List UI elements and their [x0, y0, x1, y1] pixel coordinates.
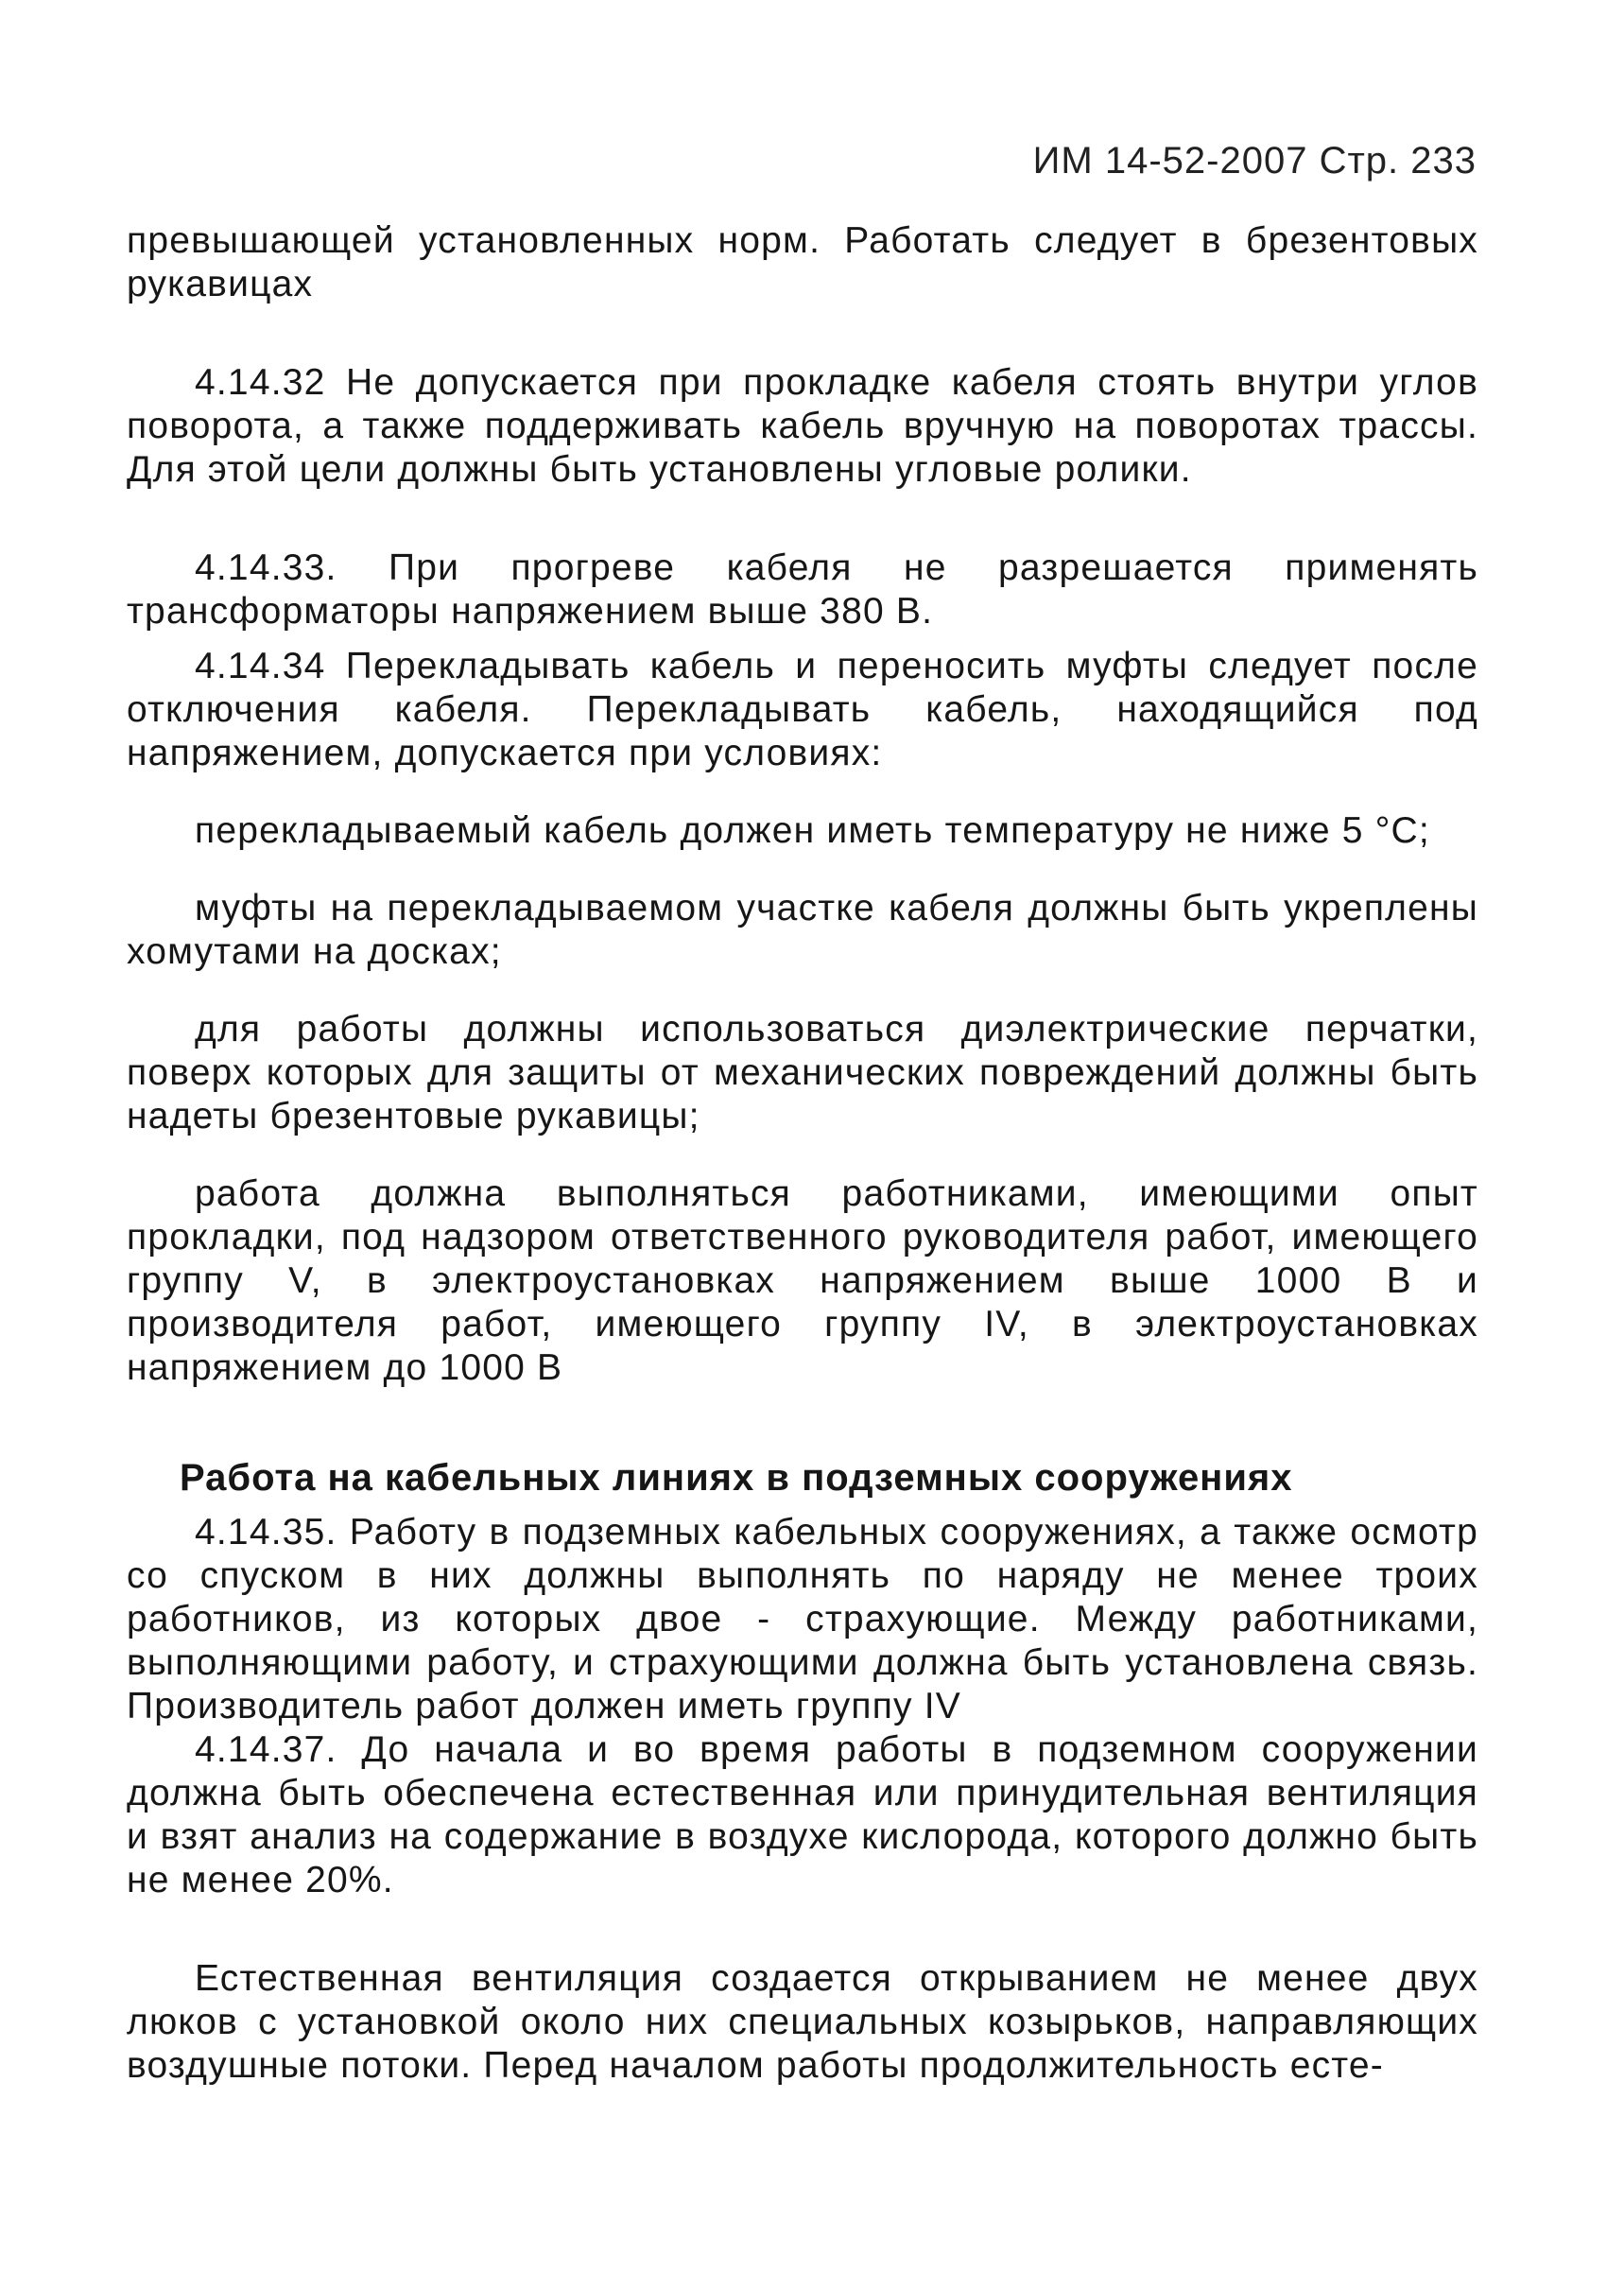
condition-gloves: для работы должны использоваться диэлектрические перчатки, поверх которых для защиты от механических повреждений должны быть надеты брезентовые рукавицы;	[127, 1009, 1478, 1136]
paragraph-natural-ventilation: Естественная вентиляция создается открыванием не менее двух люков с установкой около них специальных козырьков, направляющих воздушные потоки. Перед началом работы продолжительность есте-	[127, 1958, 1478, 2086]
condition-couplings: муфты на перекладываемом участке кабеля должны быть укреплены хомутами на досках;	[127, 888, 1478, 972]
page-header: ИМ 14-52-2007 Стр. 233	[1032, 140, 1477, 182]
condition-temperature: перекладываемый кабель должен иметь температуру не ниже 5 °С;	[195, 810, 1430, 851]
clause-4-14-37: 4.14.37. До начала и во время работы в подземном сооружении должна быть обеспечена естественная или принудительная вентиляция и взят анализ на содержание в воздухе кислорода, которого должно быть не менее 20%.	[127, 1729, 1478, 1900]
clause-4-14-34: 4.14.34 Перекладывать кабель и переносить муфты следует после отключения кабеля. Перекладывать кабель, находящийся под напряжением, допускается при условиях:	[127, 646, 1478, 773]
section-heading: Работа на кабельных линиях в подземных сооружениях	[180, 1457, 1293, 1499]
clause-4-14-35: 4.14.35. Работу в подземных кабельных сооружениях, а также осмотр со спуском в них должны выполнять по наряду не менее троих работников, из которых двое - страхующие. Между работниками, выполняющими работу, и страхующими должна быть установлена связь. Производитель работ должен иметь группу IV	[127, 1512, 1478, 1726]
clause-4-14-33: 4.14.33. При прогреве кабеля не разрешается применять трансформаторы напряжением выше 380 В.	[127, 547, 1478, 632]
document-body	[127, 219, 1478, 2088]
clause-4-14-32: 4.14.32 Не допускается при прокладке кабеля стоять внутри углов поворота, а также поддерживать кабель вручную на поворотах трассы. Для этой цели должны быть установлены угловые ролики.	[127, 362, 1478, 490]
paragraph-continuation: превышающей установленных норм. Работать следует в брезентовых рукавицах	[127, 220, 1478, 304]
condition-supervision: работа должна выполняться работниками, имеющими опыт прокладки, под надзором ответственного руководителя работ, имеющего группу V, в электроустановках напряжением выше 1000 В и производителя работ, имеющего группу IV, в электроустановках напряжением до 1000 В	[127, 1173, 1478, 1388]
